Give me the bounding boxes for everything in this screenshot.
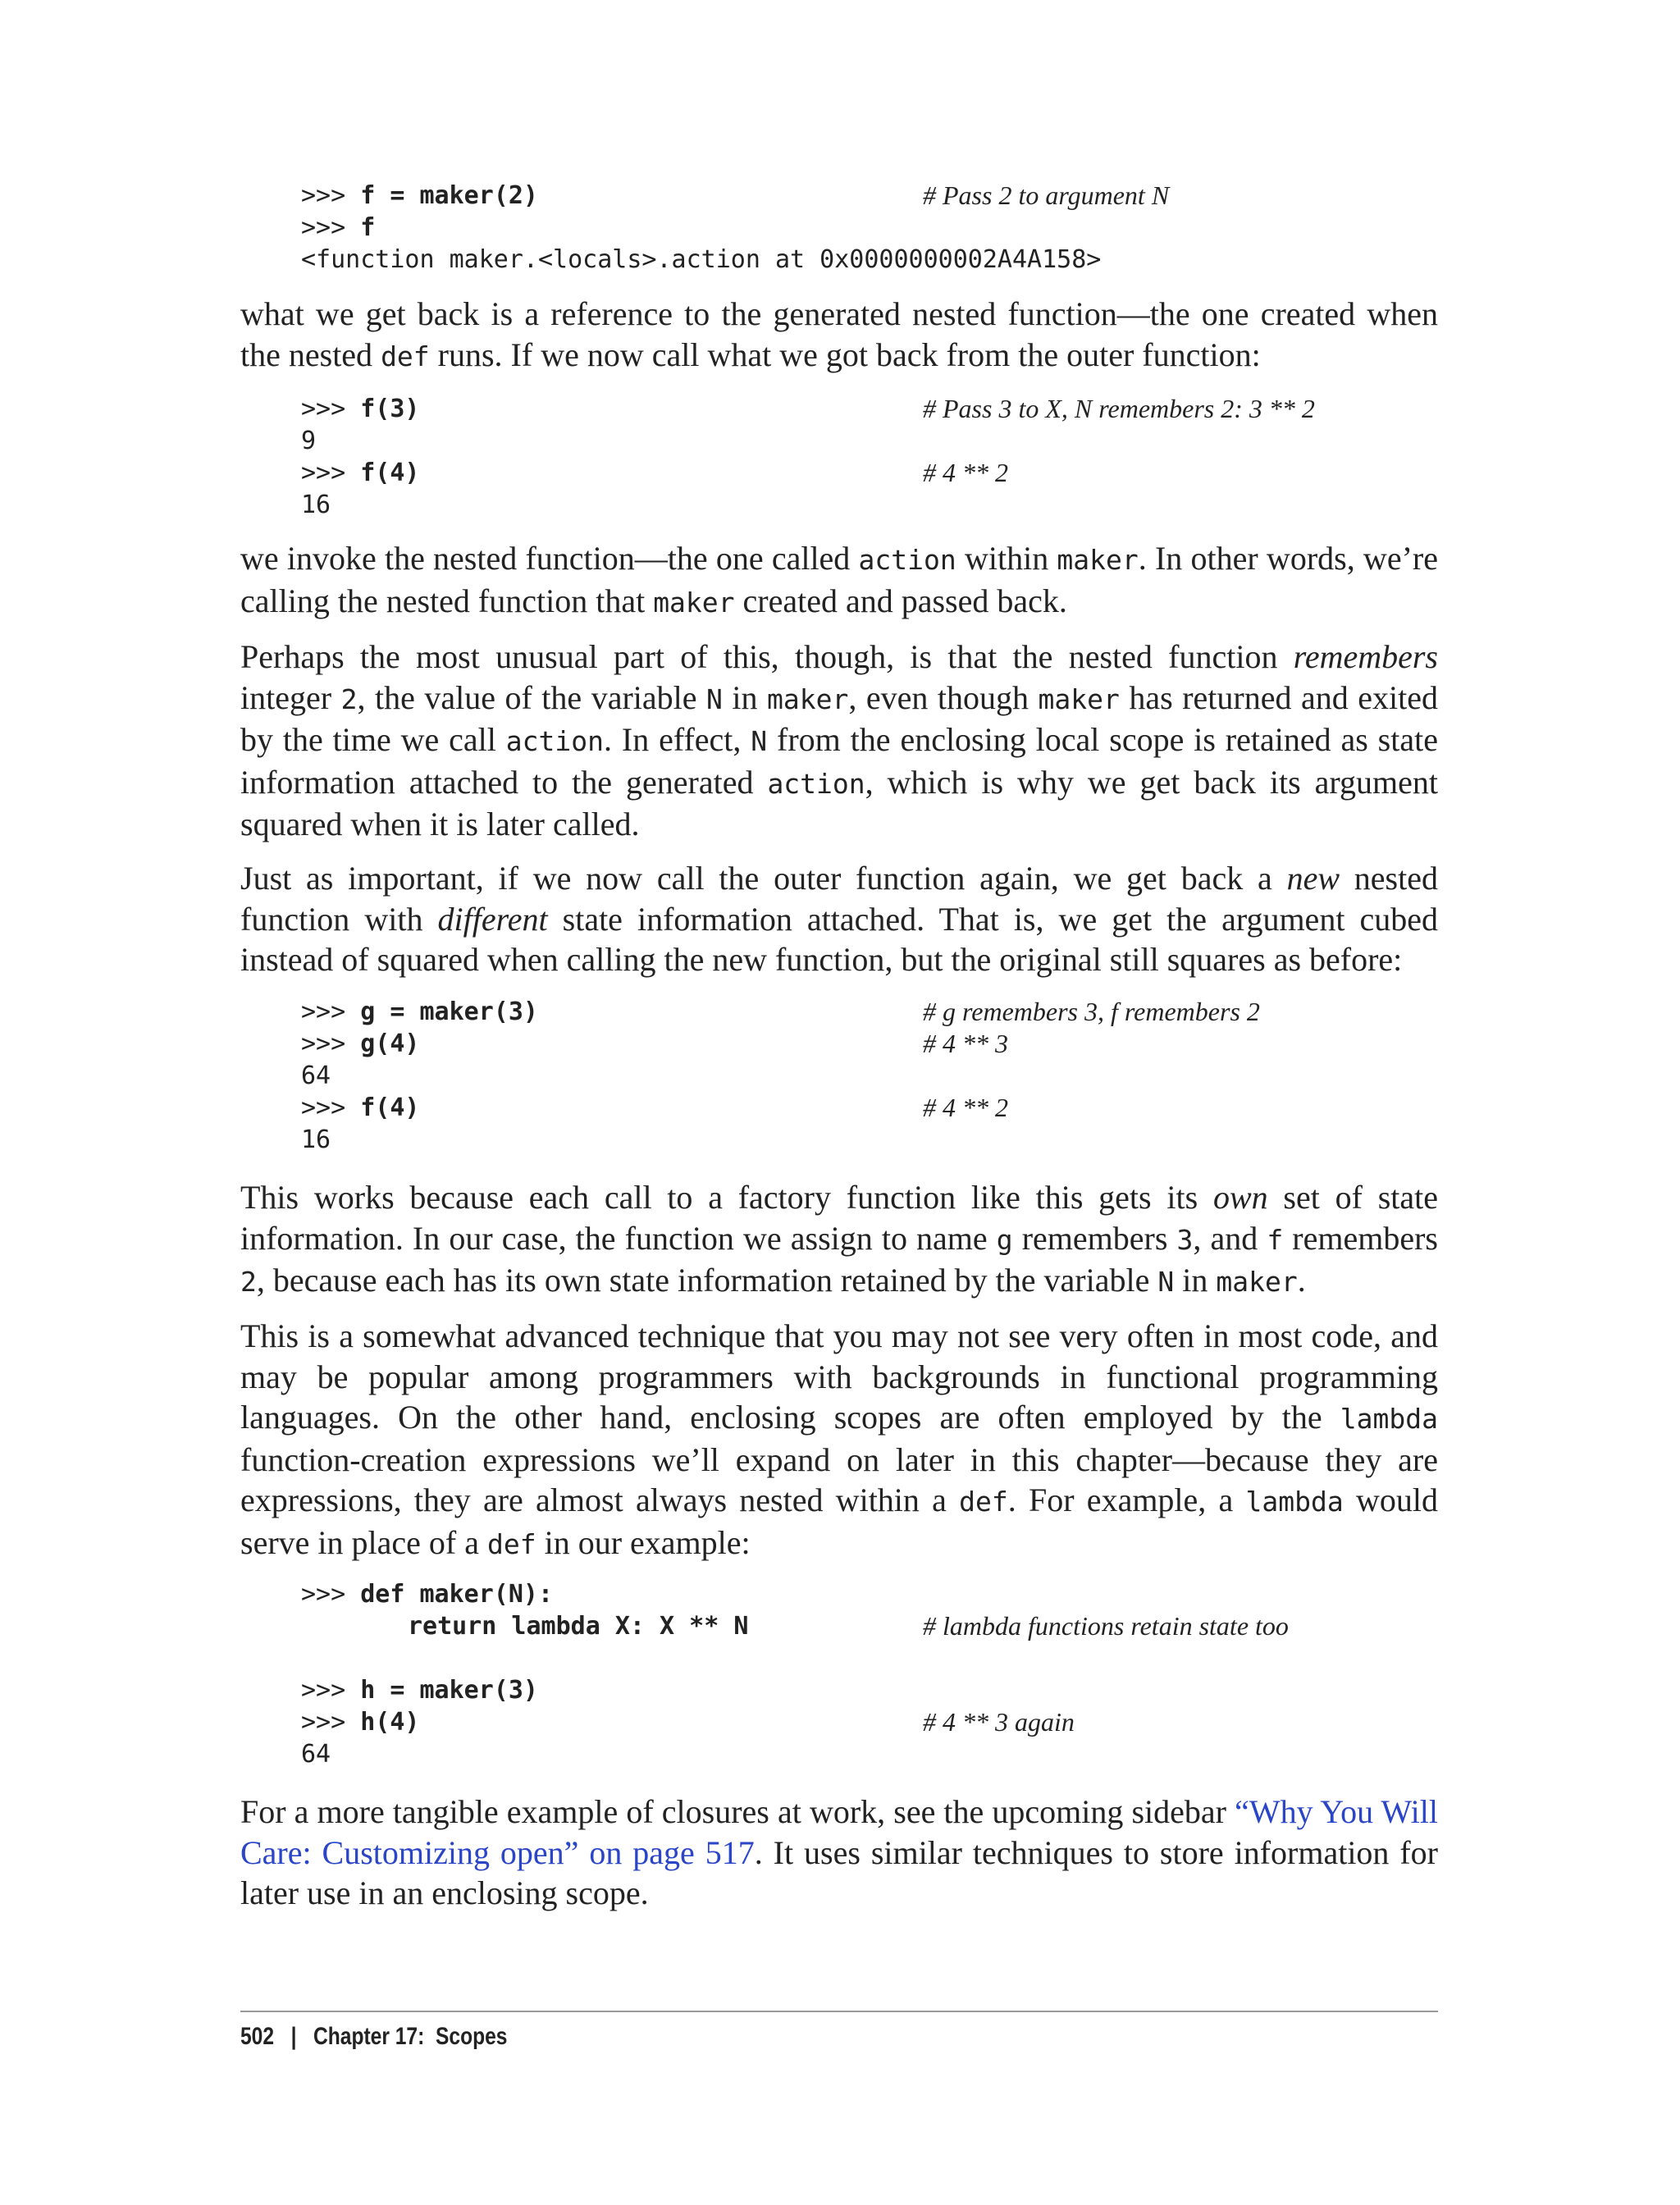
- code-output-line: 16: [301, 1125, 331, 1154]
- code-line: >>> h = maker(3): [301, 1676, 538, 1705]
- code-output-line: 64: [301, 1740, 331, 1769]
- paragraph-advanced-technique: This is a somewhat advanced technique that you may not see very often in most code, and may be popular among programmers with backgrounds in functional programming languages. On the other hand, enclosing scopes are often employed by the lambda function-creation expressions we’ll expand on later in this chapter—because they are expressions, they are almost always nested within a def. For example, a lambda would serve in place of a def in our example:: [240, 1317, 1438, 1561]
- code-output-line: <function maker.<locals>.action at 0x0000000002A4A158>: [301, 245, 1102, 274]
- paragraph-own-state: This works because each call to a factory function like this gets its own set of state information. In our case, the function we assign to name g remembers 3, and f remembers 2, because each has its own state information retained by the variable N in maker.: [240, 1179, 1438, 1299]
- paragraph-remembers-state: Perhaps the most unusual part of this, though, is that the nested function remembers integer 2, the value of the variable N in maker, even though maker has returned and exited by the time we call action. In effect, N from the enclosing local scope is retained as state information attached to the generated action, which is why we get back its argument squared when it is later called.: [240, 638, 1438, 842]
- code-blank-line: [301, 1642, 1433, 1674]
- paragraph-new-nested-function: Just as important, if we now call the outer function again, we get back a new nested function with different state information attached. That is, we get the argument cubed instead of squared when calling the new function, but the original still squares as before:: [240, 860, 1438, 978]
- code-output-line: 9: [301, 427, 317, 455]
- book-page: [240, 0, 1438, 2205]
- code-block-call-f: [301, 393, 1433, 521]
- code-line: >>> f(3) # Pass 3 to X, N remembers 2: 3 ** 2: [301, 394, 1315, 423]
- code-line: return lambda X: X ** N # lambda functions retain state too: [408, 1611, 1289, 1641]
- code-block-maker-call: [301, 180, 1433, 276]
- code-block-maker-three: [301, 996, 1433, 1156]
- code-output-line: 64: [301, 1061, 331, 1090]
- code-comment: # 4 ** 2: [923, 1093, 1008, 1122]
- code-comment: # 4 ** 2: [923, 458, 1008, 487]
- code-line: >>> h(4) # 4 ** 3 again: [301, 1707, 1075, 1737]
- code-line: >>> f = maker(2) # Pass 2 to argument N: [301, 180, 1170, 210]
- footer-rule: [240, 2011, 1438, 2012]
- chapter-title: Chapter 17: Scopes: [313, 2023, 508, 2050]
- code-comment: # Pass 2 to argument N: [923, 180, 1170, 210]
- footer-separator: |: [290, 2023, 297, 2050]
- sidebar-cross-reference-link[interactable]: “Why You Will Care: Customizing open” on page 517: [240, 1793, 1438, 1871]
- code-line: >>> g = maker(3) # g remembers 3, f remembers 2: [301, 997, 1260, 1026]
- code-line: >>> f(4) # 4 ** 2: [301, 1093, 1008, 1122]
- paragraph-closures-example: For a more tangible example of closures at work, see the upcoming sidebar “Why You Will Care: Customizing open” on page 517. It uses similar techniques to store information for later use in an enclosing scope.: [240, 1793, 1439, 1911]
- code-block-lambda-maker: [301, 1578, 1433, 1770]
- page-number: 502: [240, 2023, 275, 2050]
- code-comment: # 4 ** 3: [923, 1029, 1008, 1058]
- code-line: >>> def maker(N):: [301, 1580, 554, 1609]
- code-comment: # lambda functions retain state too: [923, 1611, 1289, 1641]
- code-line: >>> f(4) # 4 ** 2: [301, 458, 1008, 487]
- paragraph-nested-function-reference: what we get back is a reference to the generated nested function—the one created when the nested def runs. If we now call what we got back from the outer function:: [240, 295, 1438, 373]
- code-comment: # Pass 3 to X, N remembers 2: 3 ** 2: [923, 394, 1315, 423]
- code-comment: # 4 ** 3 again: [923, 1707, 1075, 1737]
- paragraph-invoke-nested: we invoke the nested function—the one called action within maker. In other words, we’re calling the nested function that maker created and passed back.: [240, 540, 1438, 619]
- page-footer: [240, 2023, 507, 2051]
- code-line: >>> g(4) # 4 ** 3: [301, 1029, 1008, 1058]
- code-output-line: 16: [301, 491, 331, 519]
- code-line: >>> f: [301, 213, 376, 242]
- code-comment: # g remembers 3, f remembers 2: [923, 997, 1260, 1026]
